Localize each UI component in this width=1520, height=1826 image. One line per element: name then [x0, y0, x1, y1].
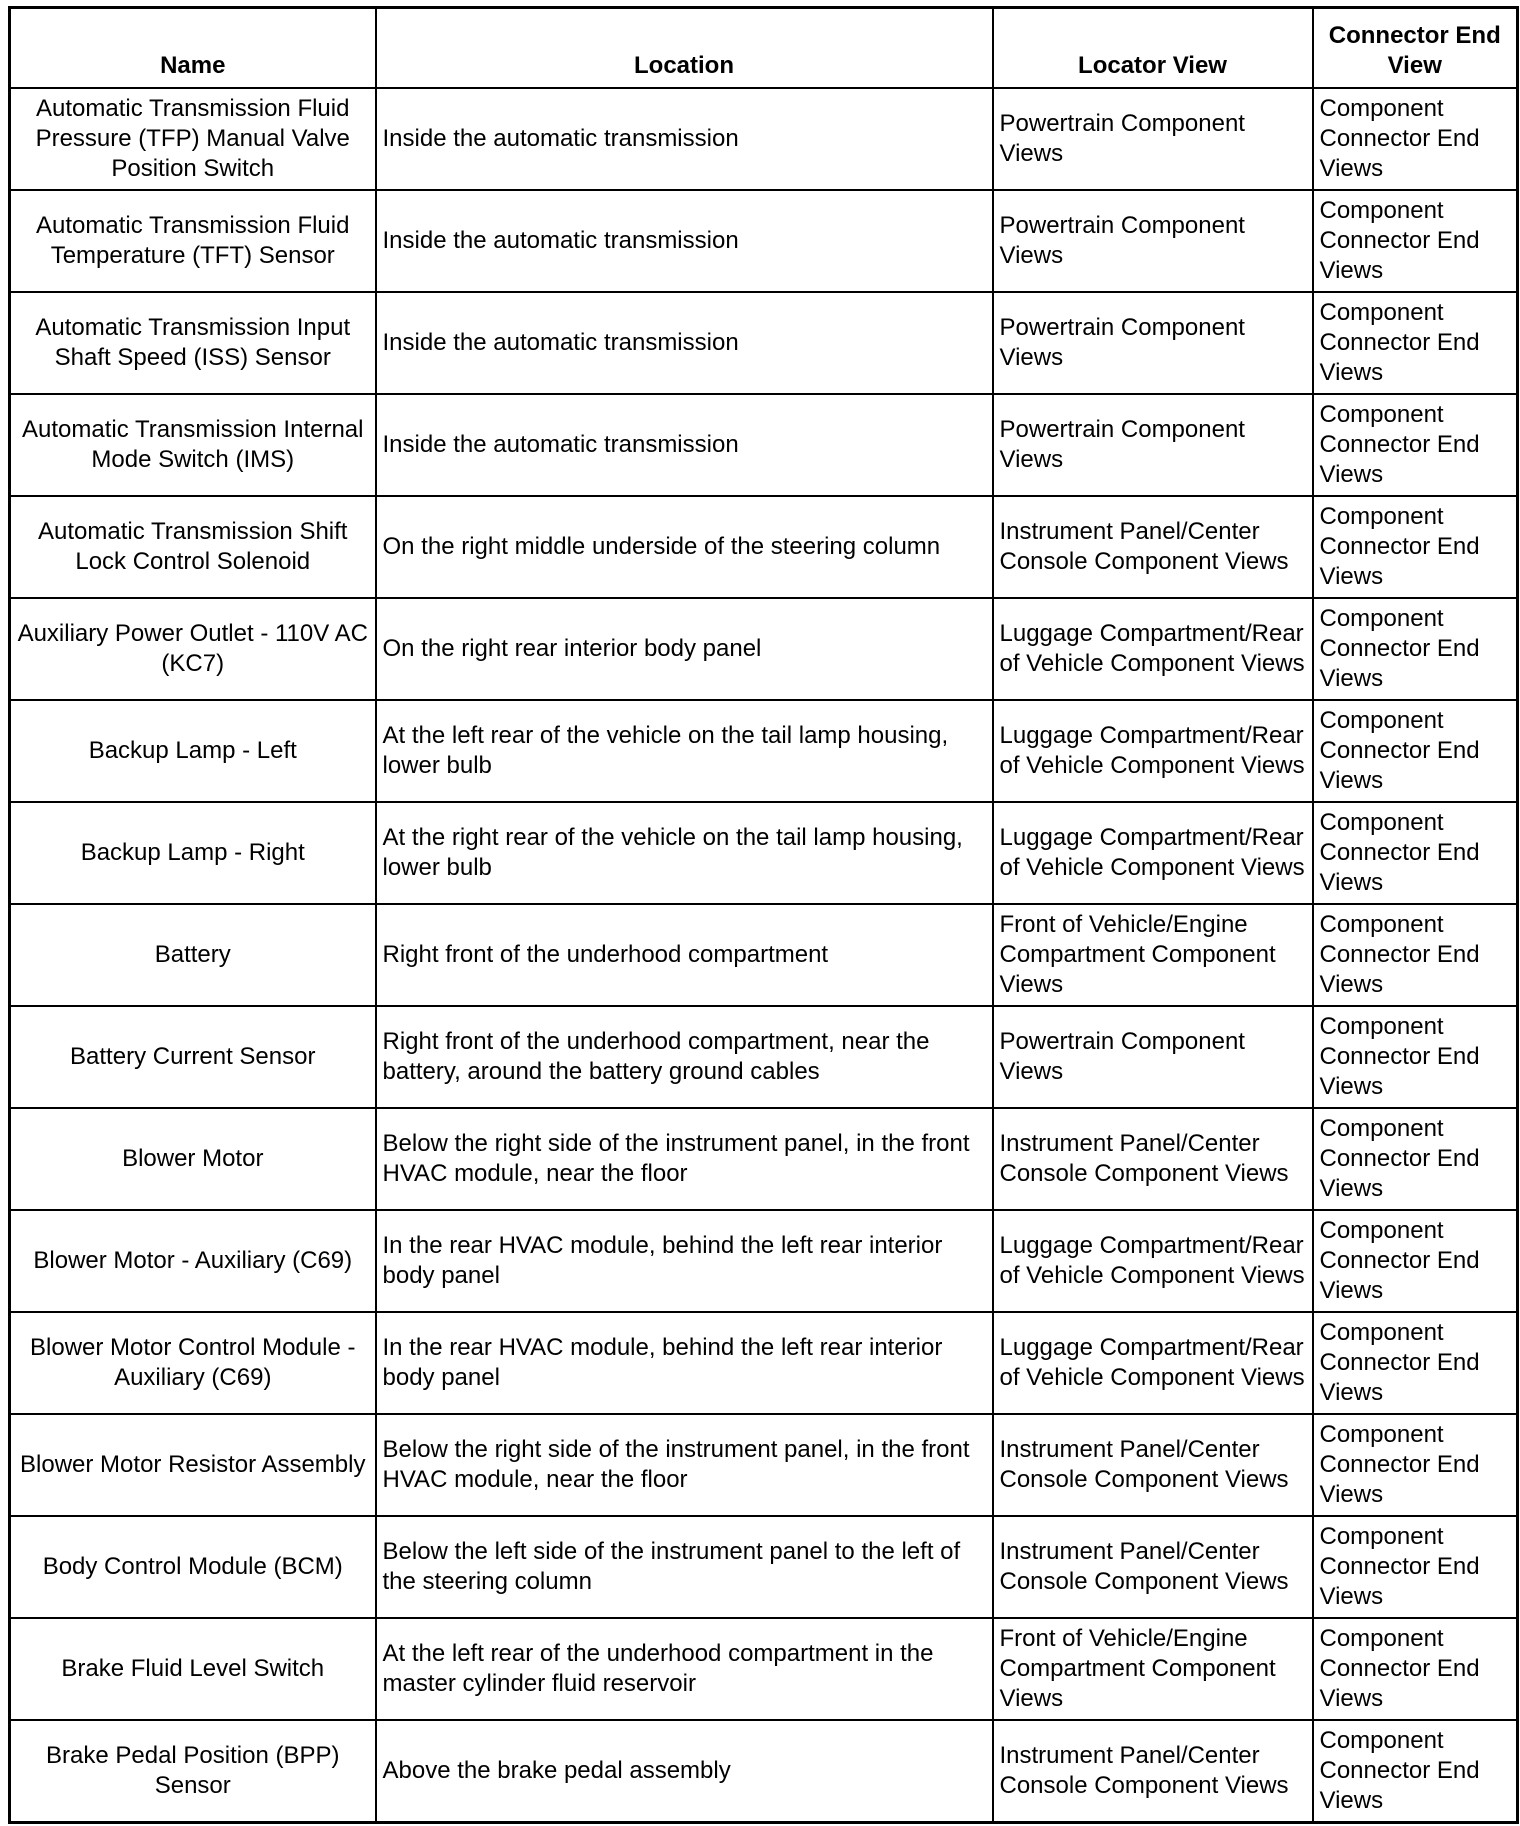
header-connector-end-view: Connector End View [1313, 8, 1518, 89]
table-row [10, 1006, 1518, 1108]
connector-end-view-cell: Component Connector End Views [1313, 292, 1518, 394]
location-cell: Inside the automatic transmission [376, 292, 993, 394]
connector-end-view-cell: Component Connector End Views [1313, 1414, 1518, 1516]
component-name-cell: Backup Lamp - Right [10, 802, 376, 904]
locator-view-cell: Powertrain Component Views [993, 394, 1313, 496]
locator-view-cell: Luggage Compartment/Rear of Vehicle Component Views [993, 1312, 1313, 1414]
location-cell: Inside the automatic transmission [376, 190, 993, 292]
location-cell: In the rear HVAC module, behind the left rear interior body panel [376, 1312, 993, 1414]
locator-view-cell: Luggage Compartment/Rear of Vehicle Component Views [993, 802, 1313, 904]
connector-end-view-cell: Component Connector End Views [1313, 88, 1518, 190]
table-row [10, 292, 1518, 394]
component-name-cell: Blower Motor - Auxiliary (C69) [10, 1210, 376, 1312]
table-row [10, 700, 1518, 802]
locator-view-cell: Instrument Panel/Center Console Component Views [993, 496, 1313, 598]
locator-view-cell: Powertrain Component Views [993, 88, 1313, 190]
component-name-cell: Backup Lamp - Left [10, 700, 376, 802]
table-row [10, 88, 1518, 190]
connector-end-view-cell: Component Connector End Views [1313, 496, 1518, 598]
locator-view-cell: Instrument Panel/Center Console Component Views [993, 1414, 1313, 1516]
locator-view-cell: Luggage Compartment/Rear of Vehicle Component Views [993, 1210, 1313, 1312]
connector-end-view-cell: Component Connector End Views [1313, 1108, 1518, 1210]
location-cell: Below the right side of the instrument panel, in the front HVAC module, near the floor [376, 1108, 993, 1210]
location-cell: On the right middle underside of the steering column [376, 496, 993, 598]
component-name-cell: Blower Motor Control Module - Auxiliary (C69) [10, 1312, 376, 1414]
table-row [10, 190, 1518, 292]
connector-end-view-cell: Component Connector End Views [1313, 1618, 1518, 1720]
component-name-cell: Automatic Transmission Internal Mode Switch (IMS) [10, 394, 376, 496]
location-cell: At the left rear of the underhood compartment in the master cylinder fluid reservoir [376, 1618, 993, 1720]
location-cell: At the right rear of the vehicle on the tail lamp housing, lower bulb [376, 802, 993, 904]
table-row [10, 802, 1518, 904]
connector-end-view-cell: Component Connector End Views [1313, 190, 1518, 292]
component-name-cell: Automatic Transmission Fluid Temperature (TFT) Sensor [10, 190, 376, 292]
connector-end-view-cell: Component Connector End Views [1313, 1516, 1518, 1618]
locator-view-cell: Luggage Compartment/Rear of Vehicle Component Views [993, 700, 1313, 802]
location-cell: Inside the automatic transmission [376, 88, 993, 190]
connector-end-view-cell: Component Connector End Views [1313, 598, 1518, 700]
header-locator-view: Locator View [993, 8, 1313, 89]
locator-view-cell: Instrument Panel/Center Console Component Views [993, 1720, 1313, 1823]
location-cell: Above the brake pedal assembly [376, 1720, 993, 1823]
connector-end-view-cell: Component Connector End Views [1313, 1006, 1518, 1108]
table-row [10, 1720, 1518, 1823]
component-name-cell: Brake Pedal Position (BPP) Sensor [10, 1720, 376, 1823]
connector-end-view-cell: Component Connector End Views [1313, 700, 1518, 802]
connector-end-view-cell: Component Connector End Views [1313, 1720, 1518, 1823]
location-cell: At the left rear of the vehicle on the tail lamp housing, lower bulb [376, 700, 993, 802]
table-header [10, 8, 1518, 89]
table-row [10, 1516, 1518, 1618]
location-cell: Right front of the underhood compartment [376, 904, 993, 1006]
location-cell: Below the right side of the instrument panel, in the front HVAC module, near the floor [376, 1414, 993, 1516]
component-name-cell: Battery Current Sensor [10, 1006, 376, 1108]
component-name-cell: Battery [10, 904, 376, 1006]
connector-end-view-cell: Component Connector End Views [1313, 1312, 1518, 1414]
component-name-cell: Automatic Transmission Fluid Pressure (TFP) Manual Valve Position Switch [10, 88, 376, 190]
location-cell: Below the left side of the instrument panel to the left of the steering column [376, 1516, 993, 1618]
component-locator-table [8, 6, 1519, 1824]
locator-view-cell: Powertrain Component Views [993, 1006, 1313, 1108]
locator-view-cell: Instrument Panel/Center Console Component Views [993, 1108, 1313, 1210]
locator-view-cell: Luggage Compartment/Rear of Vehicle Component Views [993, 598, 1313, 700]
location-cell: Inside the automatic transmission [376, 394, 993, 496]
table-row [10, 1210, 1518, 1312]
locator-view-cell: Front of Vehicle/Engine Compartment Component Views [993, 904, 1313, 1006]
component-name-cell: Blower Motor [10, 1108, 376, 1210]
location-cell: Right front of the underhood compartment, near the battery, around the battery ground cables [376, 1006, 993, 1108]
header-location: Location [376, 8, 993, 89]
connector-end-view-cell: Component Connector End Views [1313, 904, 1518, 1006]
connector-end-view-cell: Component Connector End Views [1313, 1210, 1518, 1312]
table-row [10, 1108, 1518, 1210]
table-row [10, 1312, 1518, 1414]
component-name-cell: Auxiliary Power Outlet - 110V AC (KC7) [10, 598, 376, 700]
location-cell: On the right rear interior body panel [376, 598, 993, 700]
table-row [10, 904, 1518, 1006]
locator-view-cell: Powertrain Component Views [993, 190, 1313, 292]
table-row [10, 598, 1518, 700]
component-name-cell: Brake Fluid Level Switch [10, 1618, 376, 1720]
locator-view-cell: Instrument Panel/Center Console Component Views [993, 1516, 1313, 1618]
locator-view-cell: Front of Vehicle/Engine Compartment Component Views [993, 1618, 1313, 1720]
header-row [10, 8, 1518, 89]
component-name-cell: Body Control Module (BCM) [10, 1516, 376, 1618]
location-cell: In the rear HVAC module, behind the left rear interior body panel [376, 1210, 993, 1312]
header-name: Name [10, 8, 376, 89]
connector-end-view-cell: Component Connector End Views [1313, 802, 1518, 904]
component-name-cell: Automatic Transmission Shift Lock Control Solenoid [10, 496, 376, 598]
table-row [10, 1414, 1518, 1516]
table-row [10, 394, 1518, 496]
table-row [10, 1618, 1518, 1720]
table-row [10, 496, 1518, 598]
component-name-cell: Automatic Transmission Input Shaft Speed (ISS) Sensor [10, 292, 376, 394]
component-name-cell: Blower Motor Resistor Assembly [10, 1414, 376, 1516]
table-body [10, 88, 1518, 1823]
locator-view-cell: Powertrain Component Views [993, 292, 1313, 394]
connector-end-view-cell: Component Connector End Views [1313, 394, 1518, 496]
